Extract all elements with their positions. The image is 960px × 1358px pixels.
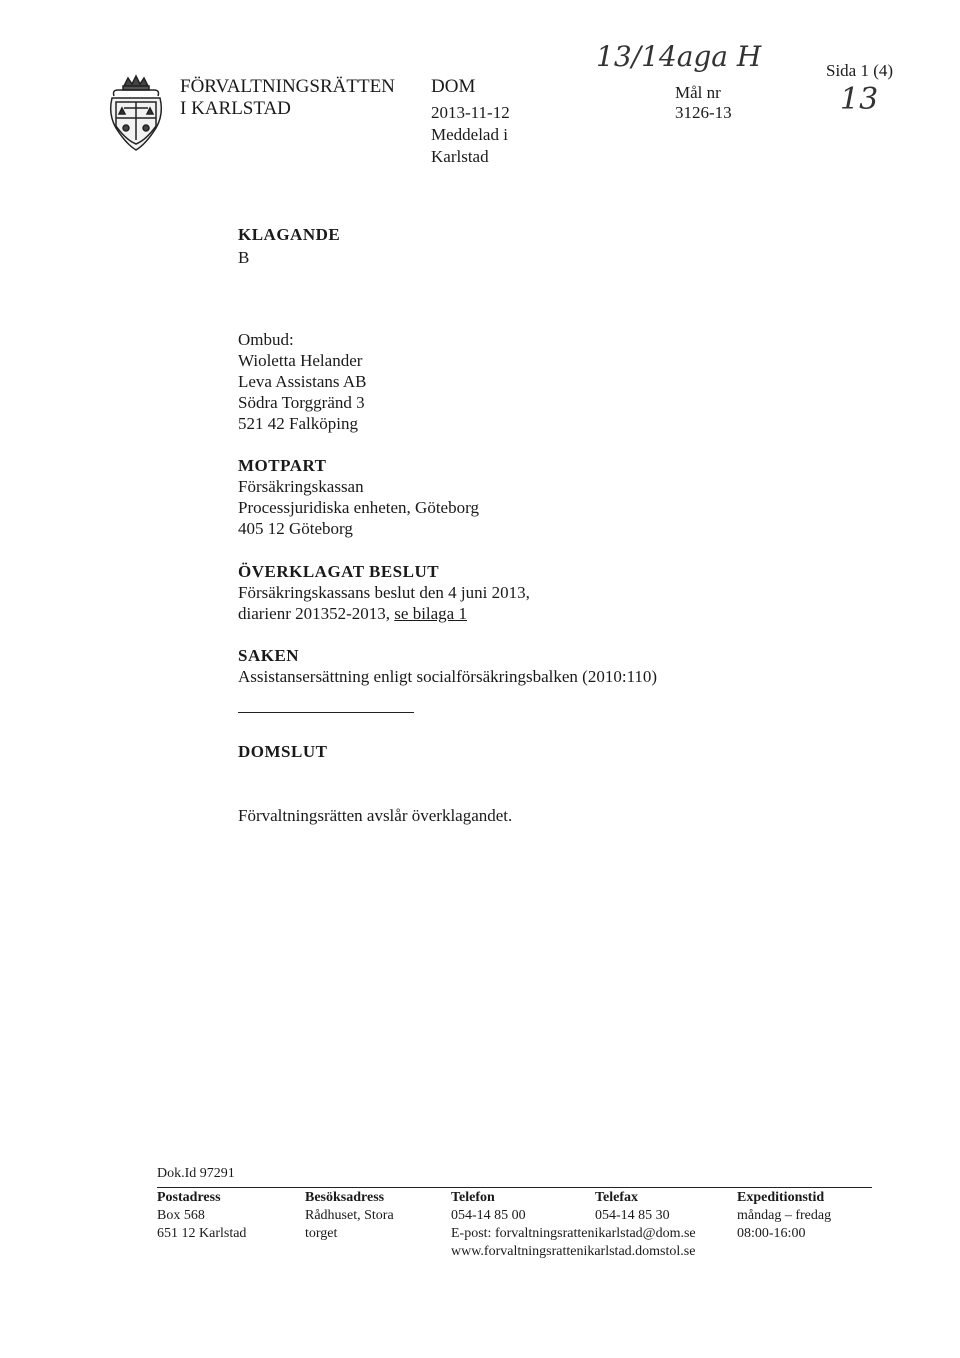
- court-name-line2: I KARLSTAD: [180, 98, 291, 119]
- telefon-label: Telefon: [451, 1190, 495, 1205]
- klagande-title: KLAGANDE: [238, 225, 341, 244]
- telefax-number: 054-14 85 30: [595, 1208, 670, 1223]
- footer-telefax: [595, 1189, 670, 1225]
- domslut-title: DOMSLUT: [238, 742, 328, 761]
- court-name-line1: FÖRVALTNINGSRÄTTEN: [180, 76, 395, 97]
- meddelad-label: Meddelad i: [431, 125, 508, 144]
- ombud-label: Ombud:: [238, 330, 294, 349]
- domslut-section: [238, 741, 327, 762]
- domslut-body: [238, 805, 512, 826]
- handwritten-annotation: 13/14aga H: [596, 40, 762, 73]
- klagande-section: [238, 224, 340, 268]
- besoksadress-label: Besöksadress: [305, 1190, 385, 1205]
- section-divider: [238, 712, 414, 713]
- footer-divider: [157, 1187, 872, 1188]
- court-seal-emblem: [108, 74, 164, 152]
- document-date: 2013-11-12: [431, 103, 510, 122]
- ombud-line: 521 42 Falköping: [238, 414, 358, 433]
- case-number-label: Mål nr: [675, 83, 721, 102]
- ombud-line: Leva Assistans AB: [238, 372, 367, 391]
- handwritten-page-number: 13: [840, 82, 879, 117]
- overklagat-line: [238, 603, 530, 624]
- website-address: www.forvaltningsrattenikarlstad.domstol.se: [451, 1244, 696, 1259]
- overklagat-title: ÖVERKLAGAT BESLUT: [238, 562, 440, 581]
- saken-title: SAKEN: [238, 646, 300, 665]
- bilaga-reference: se bilaga 1: [394, 604, 467, 623]
- meddelad-place: Karlstad: [431, 147, 489, 166]
- postadress-label: Postadress: [157, 1190, 221, 1205]
- motpart-line: Processjuridiska enheten, Göteborg: [238, 498, 479, 517]
- motpart-title: MOTPART: [238, 456, 327, 475]
- overklagat-section: [238, 561, 530, 624]
- postadress-line: 651 12 Karlstad: [157, 1226, 247, 1241]
- motpart-line: Försäkringskassan: [238, 477, 364, 496]
- document-type: DOM: [431, 76, 476, 97]
- diarienr-text: diarienr 201352-2013,: [238, 604, 391, 623]
- expeditionstid-hours: 08:00-16:00: [737, 1226, 806, 1241]
- besoksadress-line: Rådhuset, Stora: [305, 1208, 394, 1223]
- page-indicator: Sida 1 (4): [826, 61, 894, 80]
- footer-postadress: [157, 1189, 246, 1243]
- document-id: Dok.Id 97291: [157, 1166, 235, 1181]
- telefon-number: 054-14 85 00: [451, 1208, 526, 1223]
- ombud-section: [238, 329, 366, 434]
- postadress-line: Box 568: [157, 1208, 205, 1223]
- klagande-name: B: [238, 248, 250, 267]
- case-number: 3126-13: [675, 103, 732, 122]
- footer-expeditionstid: [737, 1189, 831, 1243]
- motpart-section: [238, 455, 479, 539]
- footer-besoksadress: [305, 1189, 394, 1243]
- ombud-line: Wioletta Helander: [238, 351, 363, 370]
- telefax-label: Telefax: [595, 1190, 639, 1205]
- ombud-line: Södra Torggränd 3: [238, 393, 365, 412]
- overklagat-line: Försäkringskassans beslut den 4 juni 2013,: [238, 583, 530, 602]
- epost-address: E-post: forvaltningsrattenikarlstad@dom.se: [451, 1226, 696, 1241]
- besoksadress-line: torget: [305, 1226, 338, 1241]
- domslut-text: Förvaltningsrätten avslår överklagandet.: [238, 806, 513, 825]
- saken-text: Assistansersättning enligt socialförsäkringsbalken (2010:110): [238, 667, 658, 686]
- expeditionstid-label: Expeditionstid: [737, 1190, 825, 1205]
- expeditionstid-days: måndag – fredag: [737, 1208, 832, 1223]
- saken-section: [238, 645, 657, 687]
- motpart-line: 405 12 Göteborg: [238, 519, 353, 538]
